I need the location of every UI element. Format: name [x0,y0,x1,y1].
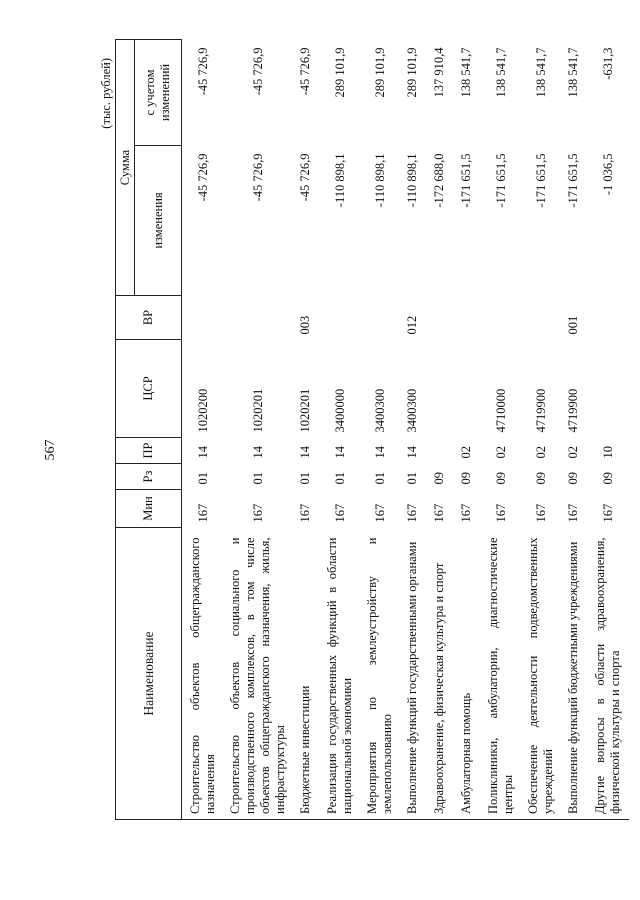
header-csr: ЦСР [116,340,182,438]
row-pr: 02 [493,446,508,459]
row-pr [426,438,453,464]
row-min: 167 [459,503,473,523]
row-pr: 14 [332,446,347,459]
row-min: 167 [372,503,387,523]
row-name-text: Другие вопросы в области здравоохранения, физической культуры и спорта [593,537,622,814]
row-pr: 14 [250,446,265,459]
row-vr [480,296,522,340]
row-rz: 01 [250,472,265,485]
row-vr: 003 [298,315,312,335]
row-name [292,528,319,820]
row-total: -45 726,9 [250,47,265,96]
row-change: -1 036,5 [600,153,615,196]
row-csr: 1020201 [298,388,312,433]
row-rz: 01 [405,472,419,485]
row-name-text: Бюджетные инвестиции [298,685,312,814]
row-rz: 09 [493,472,508,485]
row-name-text: Выполнение функций бюджетными учреждениями [566,541,580,814]
row-csr: 3400000 [332,388,347,433]
header-name: Наименование [116,528,182,820]
row-total: 138 541,7 [493,47,508,98]
row-name [426,528,453,820]
row-name-text: Амбулаторная помощь [459,692,473,814]
row-rz: 01 [298,472,312,485]
row-min: 167 [195,503,210,523]
row-vr [453,296,480,340]
row-change: -110 898,1 [332,153,347,208]
row-min: 167 [533,503,548,523]
row-change: -172 688,0 [432,153,446,208]
row-min: 167 [432,503,446,523]
row-total: 289 101,9 [372,47,387,98]
row-vr: 012 [405,315,419,335]
row-total: -45 726,9 [298,47,312,96]
row-rz: 09 [566,472,580,485]
row-name-text: Здравоохранение, физическая культура и спорт [432,562,446,814]
row-change: -45 726,9 [298,153,312,202]
table-row [522,40,560,820]
row-total: -631,3 [600,47,615,80]
row-name-text: Обеспечение деятельности подведомственных учреждений [526,537,555,814]
table-row [361,40,399,820]
row-change: -110 898,1 [405,153,419,208]
table-row [480,40,522,820]
row-pr: 02 [566,446,580,459]
row-csr: 4719900 [533,388,548,433]
row-total: -45 726,9 [195,47,210,96]
row-csr: 1020200 [195,388,210,433]
row-name [522,528,560,820]
table-body [182,40,630,820]
row-vr [426,296,453,340]
row-name-text: Строительство объектов социального и производственного комплексов, в том числе объектов общегражданского назначения, жилья, инфраструктуры [228,537,287,814]
row-pr: 14 [298,446,312,459]
table-row [319,40,361,820]
table-row [224,40,292,820]
row-name-text: Поликлиники, амбулатории, диагностические центры [486,537,515,814]
header-rz: Рз [116,464,182,490]
row-csr [587,340,629,438]
row-name-text: Строительство объектов общегражданского назначения [188,537,217,814]
row-rz: 01 [332,472,347,485]
row-pr: 14 [372,446,387,459]
row-csr: 4719900 [566,388,580,433]
row-csr [453,340,480,438]
row-csr [426,340,453,438]
row-pr: 10 [600,446,615,459]
row-vr [522,296,560,340]
row-rz: 09 [459,472,473,485]
row-change: -45 726,9 [195,153,210,202]
row-name [453,528,480,820]
table-row [453,40,480,820]
row-name-text: Выполнение функций государственными органами [405,541,419,814]
row-min: 167 [405,503,419,523]
header-with-changes: с учетом изменений [135,40,182,146]
header-vr: ВР [116,296,182,340]
row-name [361,528,399,820]
row-vr: 001 [566,315,580,335]
row-rz: 01 [195,472,210,485]
row-vr [182,296,225,340]
table-row [560,40,587,820]
row-csr: 1020201 [250,388,265,433]
row-name [182,528,225,820]
header-changes: изменения [135,146,182,296]
row-change: -110 898,1 [372,153,387,208]
row-min: 167 [493,503,508,523]
units-label: (тыс. рублей) [99,58,113,129]
row-pr: 14 [405,446,419,459]
row-name [480,528,522,820]
row-csr: 3400300 [372,388,387,433]
row-total: 138 541,7 [533,47,548,98]
row-name-text: Реализация государственных функций в области национальной экономики [325,537,354,814]
row-total: 138 541,7 [566,47,580,98]
row-total: 289 101,9 [332,47,347,98]
table-row [292,40,319,820]
header-sum: Сумма [116,40,135,296]
row-change: -171 651,5 [493,153,508,208]
header-min: Мин [116,490,182,528]
row-change: -171 651,5 [459,153,473,208]
row-pr: 02 [533,446,548,459]
header-pr: ПР [116,438,182,464]
table-row [399,40,426,820]
budget-table [115,39,629,820]
row-vr [361,296,399,340]
page-number: 567 [43,439,58,461]
row-min: 167 [566,503,580,523]
row-change: -45 726,9 [250,153,265,202]
table-row [587,40,629,820]
table-row [182,40,225,820]
row-name [224,528,292,820]
row-name [560,528,587,820]
row-total: 289 101,9 [405,47,419,98]
row-pr: 02 [459,446,473,459]
row-vr [587,296,629,340]
row-name [319,528,361,820]
row-name [399,528,426,820]
row-csr: 3400300 [405,388,419,433]
row-total: 138 541,7 [459,47,473,98]
row-name-text: Мероприятия по землеустройству и землепользованию [365,537,394,814]
row-rz: 01 [372,472,387,485]
row-csr: 4710000 [493,388,508,433]
table-row [426,40,453,820]
row-change: -171 651,5 [533,153,548,208]
row-vr [224,296,292,340]
rotated-table-block [97,40,622,820]
row-min: 167 [332,503,347,523]
row-name [587,528,629,820]
row-min: 167 [250,503,265,523]
row-rz: 09 [600,472,615,485]
row-total: 137 910,4 [432,47,446,98]
row-vr [319,296,361,340]
row-min: 167 [600,503,615,523]
row-min: 167 [298,503,312,523]
row-rz: 09 [432,472,446,485]
row-change: -171 651,5 [566,153,580,208]
row-pr: 14 [195,446,210,459]
row-rz: 09 [533,472,548,485]
